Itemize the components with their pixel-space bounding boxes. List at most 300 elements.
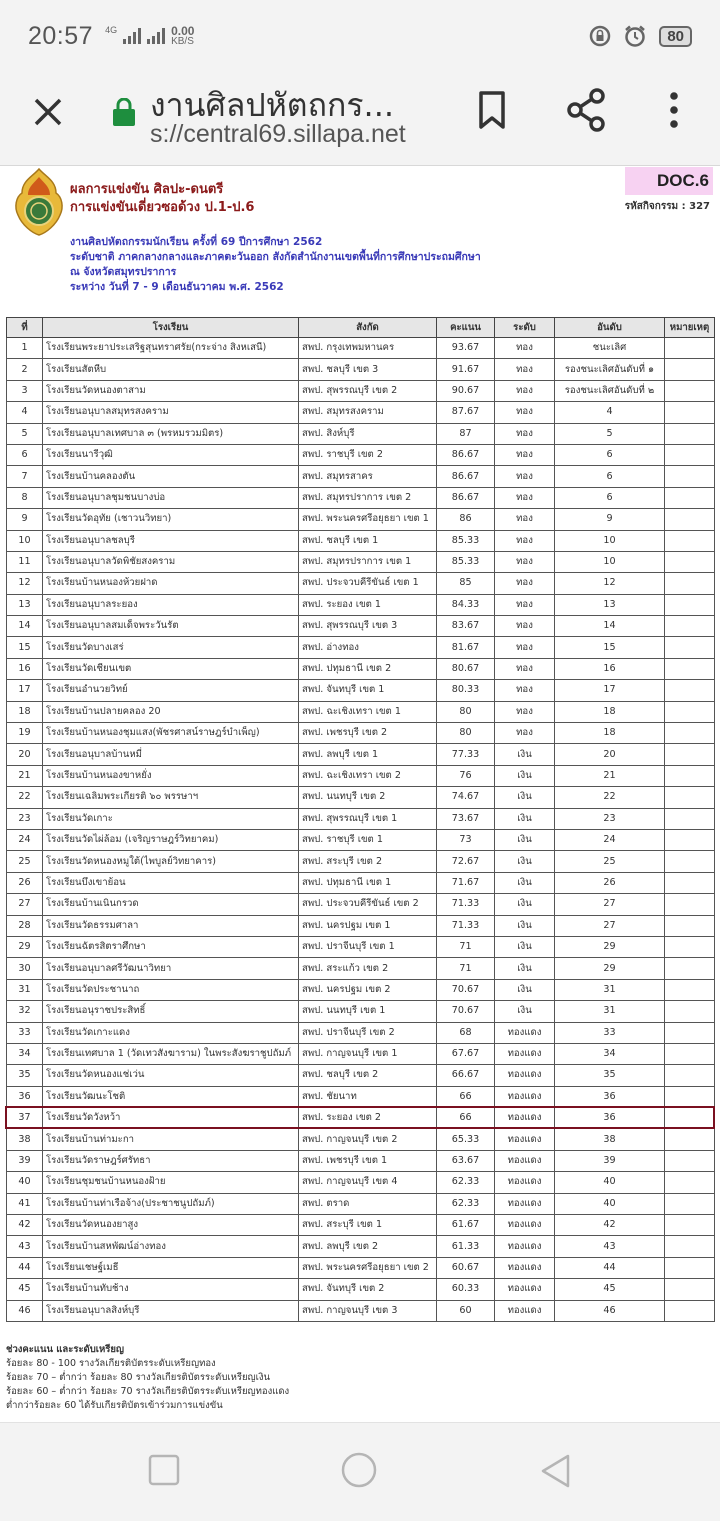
document-page [0,167,720,1412]
cell-level: ทองแดง [495,1257,555,1278]
cell-school: โรงเรียนอนุบาลชลบุรี [43,530,299,551]
cell-rank: 36 [555,1108,665,1129]
close-icon[interactable] [30,94,66,130]
col-header-rank: อันดับ [555,318,665,338]
speed-unit: KB/S [171,36,194,47]
cell-rank: 18 [555,723,665,744]
cell-rank: 36 [555,1086,665,1107]
event-line: ระดับชาติ ภาคกลางกลางและภาคตะวันออก สังกัดสำนักงานเขตพื้นที่การศึกษาประถมศึกษา [70,251,481,263]
cell-level: เงิน [495,808,555,829]
cell-no: 6 [7,444,43,465]
cell-level: เงิน [495,1001,555,1022]
cell-school: โรงเรียนวัดหนองยาสูง [43,1215,299,1236]
cell-rank: รองชนะเลิศอันดับที่ ๑ [555,359,665,380]
cell-affiliation: สพป. ปราจีนบุรี เขต 2 [299,1022,437,1043]
cell-level: เงิน [495,787,555,808]
cell-rank: 6 [555,444,665,465]
cell-level: ทองแดง [495,1236,555,1257]
legend-title: ช่วงคะแนน และระดับเหรียญ [6,1344,125,1355]
cell-score: 66 [437,1086,495,1107]
cell-level: ทองแดง [495,1279,555,1300]
cell-rank: 31 [555,1001,665,1022]
cell-affiliation: สพป. สุพรรณบุรี เขต 3 [299,616,437,637]
cell-affiliation: สพป. ราชบุรี เขต 1 [299,829,437,850]
cell-level: ทอง [495,701,555,722]
cell-no: 28 [7,915,43,936]
cell-score: 66 [437,1108,495,1129]
cell-note [665,979,715,1000]
cell-note [665,894,715,915]
table-row [7,1193,715,1214]
cell-score: 71.33 [437,894,495,915]
cell-score: 70.67 [437,979,495,1000]
cell-no: 12 [7,573,43,594]
competition-title: ผลการแข่งขัน ศิลปะ-ดนตรี [70,182,224,197]
cell-school: โรงเรียนอนุบาลศรีวัฒนาวิทยา [43,958,299,979]
table-row [7,509,715,530]
rotation-lock-icon [589,25,611,47]
cell-score: 71.33 [437,915,495,936]
cell-school: โรงเรียนบ้านปลายคลอง 20 [43,701,299,722]
cell-level: ทอง [495,359,555,380]
cell-rank: 16 [555,658,665,679]
table-row [7,551,715,572]
cell-affiliation: สพป. พระนครศรีอยุธยา เขต 1 [299,509,437,530]
table-row [7,1022,715,1043]
cell-level: ทองแดง [495,1086,555,1107]
cell-rank: 22 [555,787,665,808]
cell-affiliation: สพป. ฉะเชิงเทรา เขต 2 [299,765,437,786]
cell-note [665,1065,715,1086]
cell-score: 60 [437,1300,495,1321]
cell-affiliation: สพป. จันทบุรี เขต 1 [299,680,437,701]
cell-no: 14 [7,616,43,637]
cell-note [665,444,715,465]
cell-score: 71 [437,936,495,957]
table-row [7,1279,715,1300]
cell-rank: 43 [555,1236,665,1257]
table-row [7,530,715,551]
cell-rank: 13 [555,594,665,615]
cell-affiliation: สพป. กาญจนบุรี เขต 3 [299,1300,437,1321]
cell-affiliation: สพป. กาญจนบุรี เขต 1 [299,1043,437,1064]
table-row [7,1065,715,1086]
cell-no: 34 [7,1043,43,1064]
cell-no: 8 [7,487,43,508]
cell-score: 72.67 [437,851,495,872]
cell-affiliation: สพป. กาญจนบุรี เขต 4 [299,1172,437,1193]
cell-school: โรงเรียนวัดเกาะ [43,808,299,829]
cell-score: 90.67 [437,380,495,401]
cell-school: โรงเรียนอนุบาลระยอง [43,594,299,615]
cell-note [665,787,715,808]
cell-level: ทองแดง [495,1065,555,1086]
cell-rank: 6 [555,487,665,508]
cell-note [665,466,715,487]
cell-affiliation: สพป. ประจวบคีรีขันธ์ เขต 1 [299,573,437,594]
table-row [7,1215,715,1236]
legend-line: ร้อยละ 60 – ต่ำกว่า ร้อยละ 70 รางวัลเกียรติบัตรระดับเหรียญทองแดง [6,1386,290,1397]
cell-level: ทอง [495,551,555,572]
cell-affiliation: สพป. เพชรบุรี เขต 1 [299,1150,437,1171]
cell-rank: 23 [555,808,665,829]
table-header-row [7,318,715,338]
network-type: 4G [105,25,118,35]
cell-school: โรงเรียนฉัตรสิตราศึกษา [43,936,299,957]
cell-no: 25 [7,851,43,872]
cell-note [665,423,715,444]
cell-school: โรงเรียนเทศบาล 1 (วัดเทวสังฆาราม) ในพระสังฆราชูปถัมภ์ [43,1043,299,1064]
cell-affiliation: สพป. เพชรบุรี เขต 2 [299,723,437,744]
cell-affiliation: สพป. ระยอง เขต 1 [299,594,437,615]
cell-school: โรงเรียนวัดอุทัย (เชาวนวิทยา) [43,509,299,530]
cell-no: 15 [7,637,43,658]
cell-score: 62.33 [437,1172,495,1193]
table-row [7,338,715,359]
cell-rank: 26 [555,872,665,893]
cell-rank: 40 [555,1172,665,1193]
cell-school: โรงเรียนอนุราชประสิทธิ์ [43,1001,299,1022]
table-row [7,423,715,444]
legend-line: ร้อยละ 70 – ต่ำกว่า ร้อยละ 80 รางวัลเกียรติบัตรระดับเหรียญเงิน [6,1372,270,1383]
bookmark-icon[interactable] [474,90,510,130]
cell-note [665,616,715,637]
table-row [7,1129,715,1150]
cell-affiliation: สพป. สุพรรณบุรี เขต 1 [299,808,437,829]
battery-indicator: 80 [659,26,692,47]
results-table [6,317,715,1322]
alarm-icon [623,24,647,48]
cell-school: โรงเรียนวัดเกาะแดง [43,1022,299,1043]
cell-rank: 42 [555,1215,665,1236]
cell-affiliation: สพป. นครปฐม เขต 2 [299,979,437,1000]
activity-code: รหัสกิจกรรม : 327 [624,201,710,212]
cell-level: ทอง [495,380,555,401]
cell-affiliation: สพป. ตราด [299,1193,437,1214]
speed-value: 0.00 [171,24,195,38]
cell-no: 24 [7,829,43,850]
cell-rank: 46 [555,1300,665,1321]
cell-note [665,1086,715,1107]
cell-note [665,1300,715,1321]
cell-no: 37 [7,1108,43,1129]
cell-school: โรงเรียนบ้านท่ามะกา [43,1129,299,1150]
event-line: งานศิลปหัตถกรรมนักเรียน ครั้งที่ 69 ปีการศึกษา 2562 [70,236,323,248]
cell-level: ทอง [495,444,555,465]
cell-school: โรงเรียนเชษฐ์เมธี [43,1257,299,1278]
cell-note [665,808,715,829]
cell-note [665,723,715,744]
table-row [7,1043,715,1064]
cell-note [665,1193,715,1214]
col-header-score: คะแนน [437,318,495,338]
cell-no: 43 [7,1236,43,1257]
cell-level: เงิน [495,851,555,872]
table-row [7,936,715,957]
cell-score: 80 [437,701,495,722]
cell-rank: 24 [555,829,665,850]
cell-affiliation: สพป. ชลบุรี เขต 2 [299,1065,437,1086]
cell-note [665,1215,715,1236]
cell-level: ทองแดง [495,1215,555,1236]
cell-note [665,1236,715,1257]
cell-rank: 21 [555,765,665,786]
cell-note [665,872,715,893]
table-row [7,1172,715,1193]
cell-note [665,380,715,401]
event-line: ณ จังหวัดสมุทรปราการ [70,266,177,278]
share-icon[interactable] [566,88,606,132]
cell-no: 26 [7,872,43,893]
cell-score: 71.67 [437,872,495,893]
cell-score: 76 [437,765,495,786]
cell-no: 41 [7,1193,43,1214]
cell-school: โรงเรียนบึงเขาย้อน [43,872,299,893]
cell-level: ทอง [495,680,555,701]
cell-level: ทอง [495,466,555,487]
cell-note [665,1172,715,1193]
table-row [7,658,715,679]
table-row [7,594,715,615]
cell-affiliation: สพป. ชลบุรี เขต 3 [299,359,437,380]
legend-line: ร้อยละ 80 - 100 รางวัลเกียรติบัตรระดับเหรียญทอง [6,1358,216,1369]
cell-no: 21 [7,765,43,786]
cell-no: 27 [7,894,43,915]
cell-rank: 18 [555,701,665,722]
page-title[interactable]: งานศิลปหัตถกร... [150,86,395,124]
cell-level: เงิน [495,979,555,1000]
cell-note [665,1001,715,1022]
cell-affiliation: สพป. นนทบุรี เขต 1 [299,1001,437,1022]
network-indicator [105,25,194,47]
cell-rank: 31 [555,979,665,1000]
cell-note [665,851,715,872]
cell-no: 45 [7,1279,43,1300]
cell-note [665,1150,715,1171]
cell-school: โรงเรียนบ้านหนองห้วยฝาด [43,573,299,594]
recent-apps-icon[interactable] [147,1453,181,1487]
cell-affiliation: สพป. สระบุรี เขต 2 [299,851,437,872]
event-line: ระหว่าง วันที่ 7 - 9 เดือนธันวาคม พ.ศ. 2562 [70,281,284,293]
cell-affiliation: สพป. สุพรรณบุรี เขต 2 [299,380,437,401]
cell-note [665,744,715,765]
cell-school: โรงเรียนวัดราษฎร์ศรัทธา [43,1150,299,1171]
cell-note [665,701,715,722]
cell-no: 2 [7,359,43,380]
cell-score: 80.33 [437,680,495,701]
cell-school: โรงเรียนอนุบาลเทศบาล ๓ (พรหมรวมมิตร) [43,423,299,444]
col-header-affiliation: สังกัด [299,318,437,338]
cell-rank: รองชนะเลิศอันดับที่ ๒ [555,380,665,401]
cell-level: ทอง [495,338,555,359]
cell-note [665,680,715,701]
cell-school: โรงเรียนวัดหนองตาสาม [43,380,299,401]
cell-rank: 17 [555,680,665,701]
cell-level: ทอง [495,487,555,508]
cell-school: โรงเรียนบ้านทับช้าง [43,1279,299,1300]
cell-school: โรงเรียนวัดไผ่ล้อม (เจริญราษฎร์วิทยาคม) [43,829,299,850]
cell-note [665,594,715,615]
cell-no: 30 [7,958,43,979]
lock-icon[interactable] [112,98,136,126]
cell-level: เงิน [495,958,555,979]
cell-note [665,637,715,658]
table-row [7,1108,715,1129]
cell-note [665,1257,715,1278]
cell-no: 39 [7,1150,43,1171]
cell-affiliation: สพป. ลพบุรี เขต 1 [299,744,437,765]
cell-affiliation: สพป. สระบุรี เขต 1 [299,1215,437,1236]
cell-note [665,551,715,572]
cell-no: 35 [7,1065,43,1086]
table-row [7,744,715,765]
cell-affiliation: สพป. อ่างทอง [299,637,437,658]
cell-score: 86.67 [437,444,495,465]
cell-level: ทอง [495,530,555,551]
cell-affiliation: สพป. ชลบุรี เขต 1 [299,530,437,551]
cell-no: 5 [7,423,43,444]
cell-no: 32 [7,1001,43,1022]
table-row [7,1001,715,1022]
table-row [7,637,715,658]
cell-level: ทองแดง [495,1300,555,1321]
cell-affiliation: สพป. สมุทรสงคราม [299,402,437,423]
col-header-no: ที่ [7,318,43,338]
cell-level: ทอง [495,723,555,744]
cell-rank: 20 [555,744,665,765]
url-field[interactable]: s://central69.sillapa.net [150,120,406,148]
cell-school: โรงเรียนอำนวยวิทย์ [43,680,299,701]
cell-score: 87.67 [437,402,495,423]
cell-score: 91.67 [437,359,495,380]
document-header [70,181,254,217]
cell-school: โรงเรียนอนุบาลบ้านหมี่ [43,744,299,765]
table-row [7,444,715,465]
cell-score: 86.67 [437,466,495,487]
cell-level: ทอง [495,573,555,594]
cell-no: 13 [7,594,43,615]
table-row [7,787,715,808]
cell-school: โรงเรียนชุมชนบ้านหนองฝ้าย [43,1172,299,1193]
cell-school: โรงเรียนวัดหนองหมูใต้(ไพบูลย์วิทยาคาร) [43,851,299,872]
home-icon[interactable] [340,1451,378,1489]
cell-score: 61.67 [437,1215,495,1236]
cell-level: ทองแดง [495,1193,555,1214]
cell-level: ทองแดง [495,1022,555,1043]
cell-rank: 40 [555,1193,665,1214]
cell-rank: 35 [555,1065,665,1086]
cell-level: ทอง [495,658,555,679]
cell-score: 65.33 [437,1129,495,1150]
cell-level: เงิน [495,744,555,765]
cell-no: 4 [7,402,43,423]
cell-school: โรงเรียนวัดวังหว้า [43,1108,299,1129]
cell-school: โรงเรียนอนุบาลชุมชนบางบ่อ [43,487,299,508]
table-row [7,894,715,915]
cell-no: 9 [7,509,43,530]
browser-toolbar [0,72,720,166]
cell-note [665,1279,715,1300]
table-row [7,466,715,487]
cell-no: 42 [7,1215,43,1236]
cell-affiliation: สพป. สมุทรปราการ เขต 1 [299,551,437,572]
table-row [7,1236,715,1257]
cell-score: 70.67 [437,1001,495,1022]
col-header-school: โรงเรียน [43,318,299,338]
table-row [7,1257,715,1278]
cell-score: 86 [437,509,495,530]
cell-rank: 25 [555,851,665,872]
table-row [7,680,715,701]
cell-school: โรงเรียนอนุบาลสมเด็จพระวันรัต [43,616,299,637]
table-row [7,701,715,722]
cell-rank: 4 [555,402,665,423]
table-row [7,487,715,508]
cell-score: 80.67 [437,658,495,679]
cell-no: 31 [7,979,43,1000]
cell-affiliation: สพป. ชัยนาท [299,1086,437,1107]
cell-note [665,487,715,508]
cell-score: 61.33 [437,1236,495,1257]
cell-no: 17 [7,680,43,701]
cell-school: โรงเรียนเฉลิมพระเกียรติ ๖๐ พรรษาฯ [43,787,299,808]
cell-school: โรงเรียนวัดบางเสร่ [43,637,299,658]
cell-affiliation: สพป. พระนครศรีอยุธยา เขต 2 [299,1257,437,1278]
back-icon[interactable] [538,1453,572,1489]
cell-school: โรงเรียนพระยาประเสริฐสุนทราศรัย(กระจ่าง สิงหเสนี) [43,338,299,359]
cell-score: 62.33 [437,1193,495,1214]
table-row [7,872,715,893]
cell-level: ทอง [495,402,555,423]
cell-no: 22 [7,787,43,808]
cell-affiliation: สพป. ลพบุรี เขต 2 [299,1236,437,1257]
cell-school: โรงเรียนสัตหีบ [43,359,299,380]
cell-score: 83.67 [437,616,495,637]
table-row [7,1086,715,1107]
cell-school: โรงเรียนวัดเชียนเขต [43,658,299,679]
cell-affiliation: สพป. กรุงเทพมหานคร [299,338,437,359]
cell-rank: 14 [555,616,665,637]
cell-school: โรงเรียนอนุบาลวัดพิชัยสงคราม [43,551,299,572]
cell-score: 81.67 [437,637,495,658]
cell-level: ทอง [495,509,555,530]
more-vert-icon[interactable] [660,90,688,130]
cell-school: โรงเรียนอนุบาลสมุทรสงคราม [43,402,299,423]
cell-score: 60.67 [437,1257,495,1278]
event-info [70,235,481,295]
cell-rank: 9 [555,509,665,530]
cell-rank: 27 [555,915,665,936]
cell-no: 38 [7,1129,43,1150]
cell-affiliation: สพป. สมุทรปราการ เขต 2 [299,487,437,508]
cell-no: 18 [7,701,43,722]
cell-rank: 44 [555,1257,665,1278]
cell-score: 68 [437,1022,495,1043]
cell-school: โรงเรียนอนุบาลสิงห์บุรี [43,1300,299,1321]
table-row [7,359,715,380]
cell-note [665,573,715,594]
cell-level: เงิน [495,872,555,893]
cell-no: 29 [7,936,43,957]
cell-note [665,658,715,679]
cell-school: โรงเรียนบ้านสหพัฒน์อ่างทอง [43,1236,299,1257]
doc-code-badge: DOC.6 [625,167,713,195]
cell-level: เงิน [495,765,555,786]
competition-subtitle: การแข่งขันเดี่ยวซอด้วง ป.1-ป.6 [70,200,255,215]
cell-no: 20 [7,744,43,765]
cell-level: ทอง [495,594,555,615]
cell-school: โรงเรียนบ้านเนินกรวด [43,894,299,915]
